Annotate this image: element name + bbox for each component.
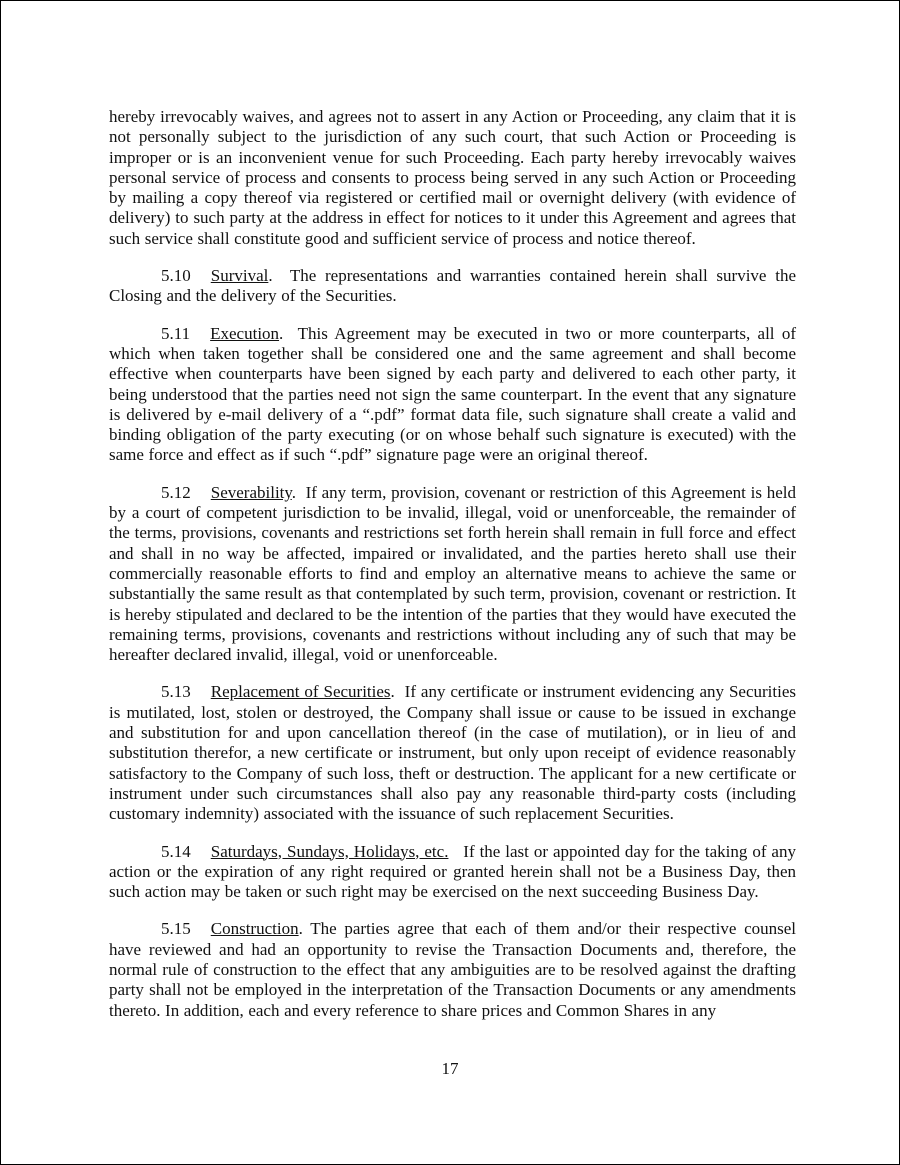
section-5-10-survival [109, 266, 796, 307]
heading-separator: . [390, 682, 405, 702]
section-number: 5.14 [161, 841, 191, 861]
section-heading: Construction [210, 919, 299, 939]
heading-separator: . [298, 919, 311, 939]
section-heading: Severability [210, 482, 292, 502]
section-body: If the last or appointed day for the taking of any action or the expiration of any right required or granted herein shall not be a Business Day, then such action may be taken or such right may be exercised on the next succeeding Business Day. [109, 841, 796, 902]
section-body: The representations and warranties contained herein shall survive the Closing and the delivery of the Securities. [109, 266, 796, 306]
section-number: 5.13 [161, 682, 191, 702]
section-heading: Execution [210, 323, 280, 343]
section-heading: Replacement of Securities [210, 682, 391, 702]
section-body: If any certificate or instrument evidencing any Securities is mutilated, lost, stolen or destroyed, the Company shall issue or cause to be issued in exchange and substitution for and upon cancellation thereof (in the case of mutilation), or in lieu of and substitution therefor, a new certificate or instrument, but only upon receipt of evidence reasonably satisfactory to the Company of such loss, theft or destruction. The applicant for a new certificate or instrument under such circumstances shall also pay any reasonable third-party costs (including customary indemnity) associated with the issuance of such replacement Securities. [109, 682, 796, 824]
section-number: 5.15 [161, 919, 191, 939]
section-5-13-replacement-of-securities [109, 682, 796, 824]
heading-separator: . [291, 482, 306, 502]
section-heading: Survival [210, 266, 269, 286]
section-body: If any term, provision, covenant or restriction of this Agreement is held by a court of competent jurisdiction to be invalid, illegal, void or unenforceable, the remainder of the terms, provisions, covenants and restrictions set forth herein shall remain in full force and effect and shall in no way be affected, impaired or invalidated, and the parties hereto shall use their commercially reasonable efforts to find and employ an alternative means to achieve the same or substantially the same result as that contemplated by such term, provision, covenant or restriction. It is hereby stipulated and declared to be the intention of the parties that they would have executed the remaining terms, provisions, covenants and restrictions without including any of such that may be hereafter declared invalid, illegal, void or unenforceable. [109, 482, 796, 665]
section-number: 5.12 [161, 482, 191, 502]
section-5-15-construction [109, 919, 796, 1020]
section-heading: Saturdays, Sundays, Holidays, etc. [210, 841, 449, 861]
section-body: The parties agree that each of them and/or their respective counsel have reviewed and had an opportunity to revise the Transaction Documents and, therefore, the normal rule of construction to the effect that any ambiguities are to be resolved against the drafting party shall not be employed in the interpretation of the Transaction Documents or any amendments thereto. In addition, each and every reference to share prices and Common Shares in any [109, 919, 796, 1020]
paragraph-continuation: hereby irrevocably waives, and agrees not to assert in any Action or Proceeding, any claim that it is not personally subject to the jurisdiction of any such court, that such Action or Proceeding is improper or is an inconvenient venue for such Proceeding. Each party hereby irrevocably waives personal service of process and consents to process being served in any such Action or Proceeding by mailing a copy thereof via registered or certified mail or overnight delivery (with evidence of delivery) to such party at the address in effect for notices to it under this Agreement and agrees that such service shall constitute good and sufficient service of process and notice thereof. [109, 107, 796, 248]
heading-separator: . [268, 266, 290, 286]
section-5-12-severability [109, 483, 796, 666]
section-number: 5.10 [161, 266, 191, 286]
section-number: 5.11 [161, 323, 191, 343]
section-5-11-execution [109, 324, 796, 466]
page-number: 17 [441, 1059, 459, 1078]
section-body: This Agreement may be executed in two or more counterparts, all of which when taken together shall be considered one and the same agreement and shall become effective when counterparts have been signed by each party and delivered to each other party, it being understood that the parties need not sign the same counterpart. In the event that any signature is delivered by e-mail delivery of a “.pdf” format data file, such signature shall create a valid and binding obligation of the party executing (or on whose behalf such signature is executed) with the same force and effect as if such “.pdf” signature page were an original thereof. [109, 323, 796, 465]
document-content [109, 107, 796, 1038]
heading-separator [448, 842, 463, 861]
section-5-14-saturdays-sundays-holidays [109, 842, 796, 903]
heading-separator: . [279, 323, 298, 343]
